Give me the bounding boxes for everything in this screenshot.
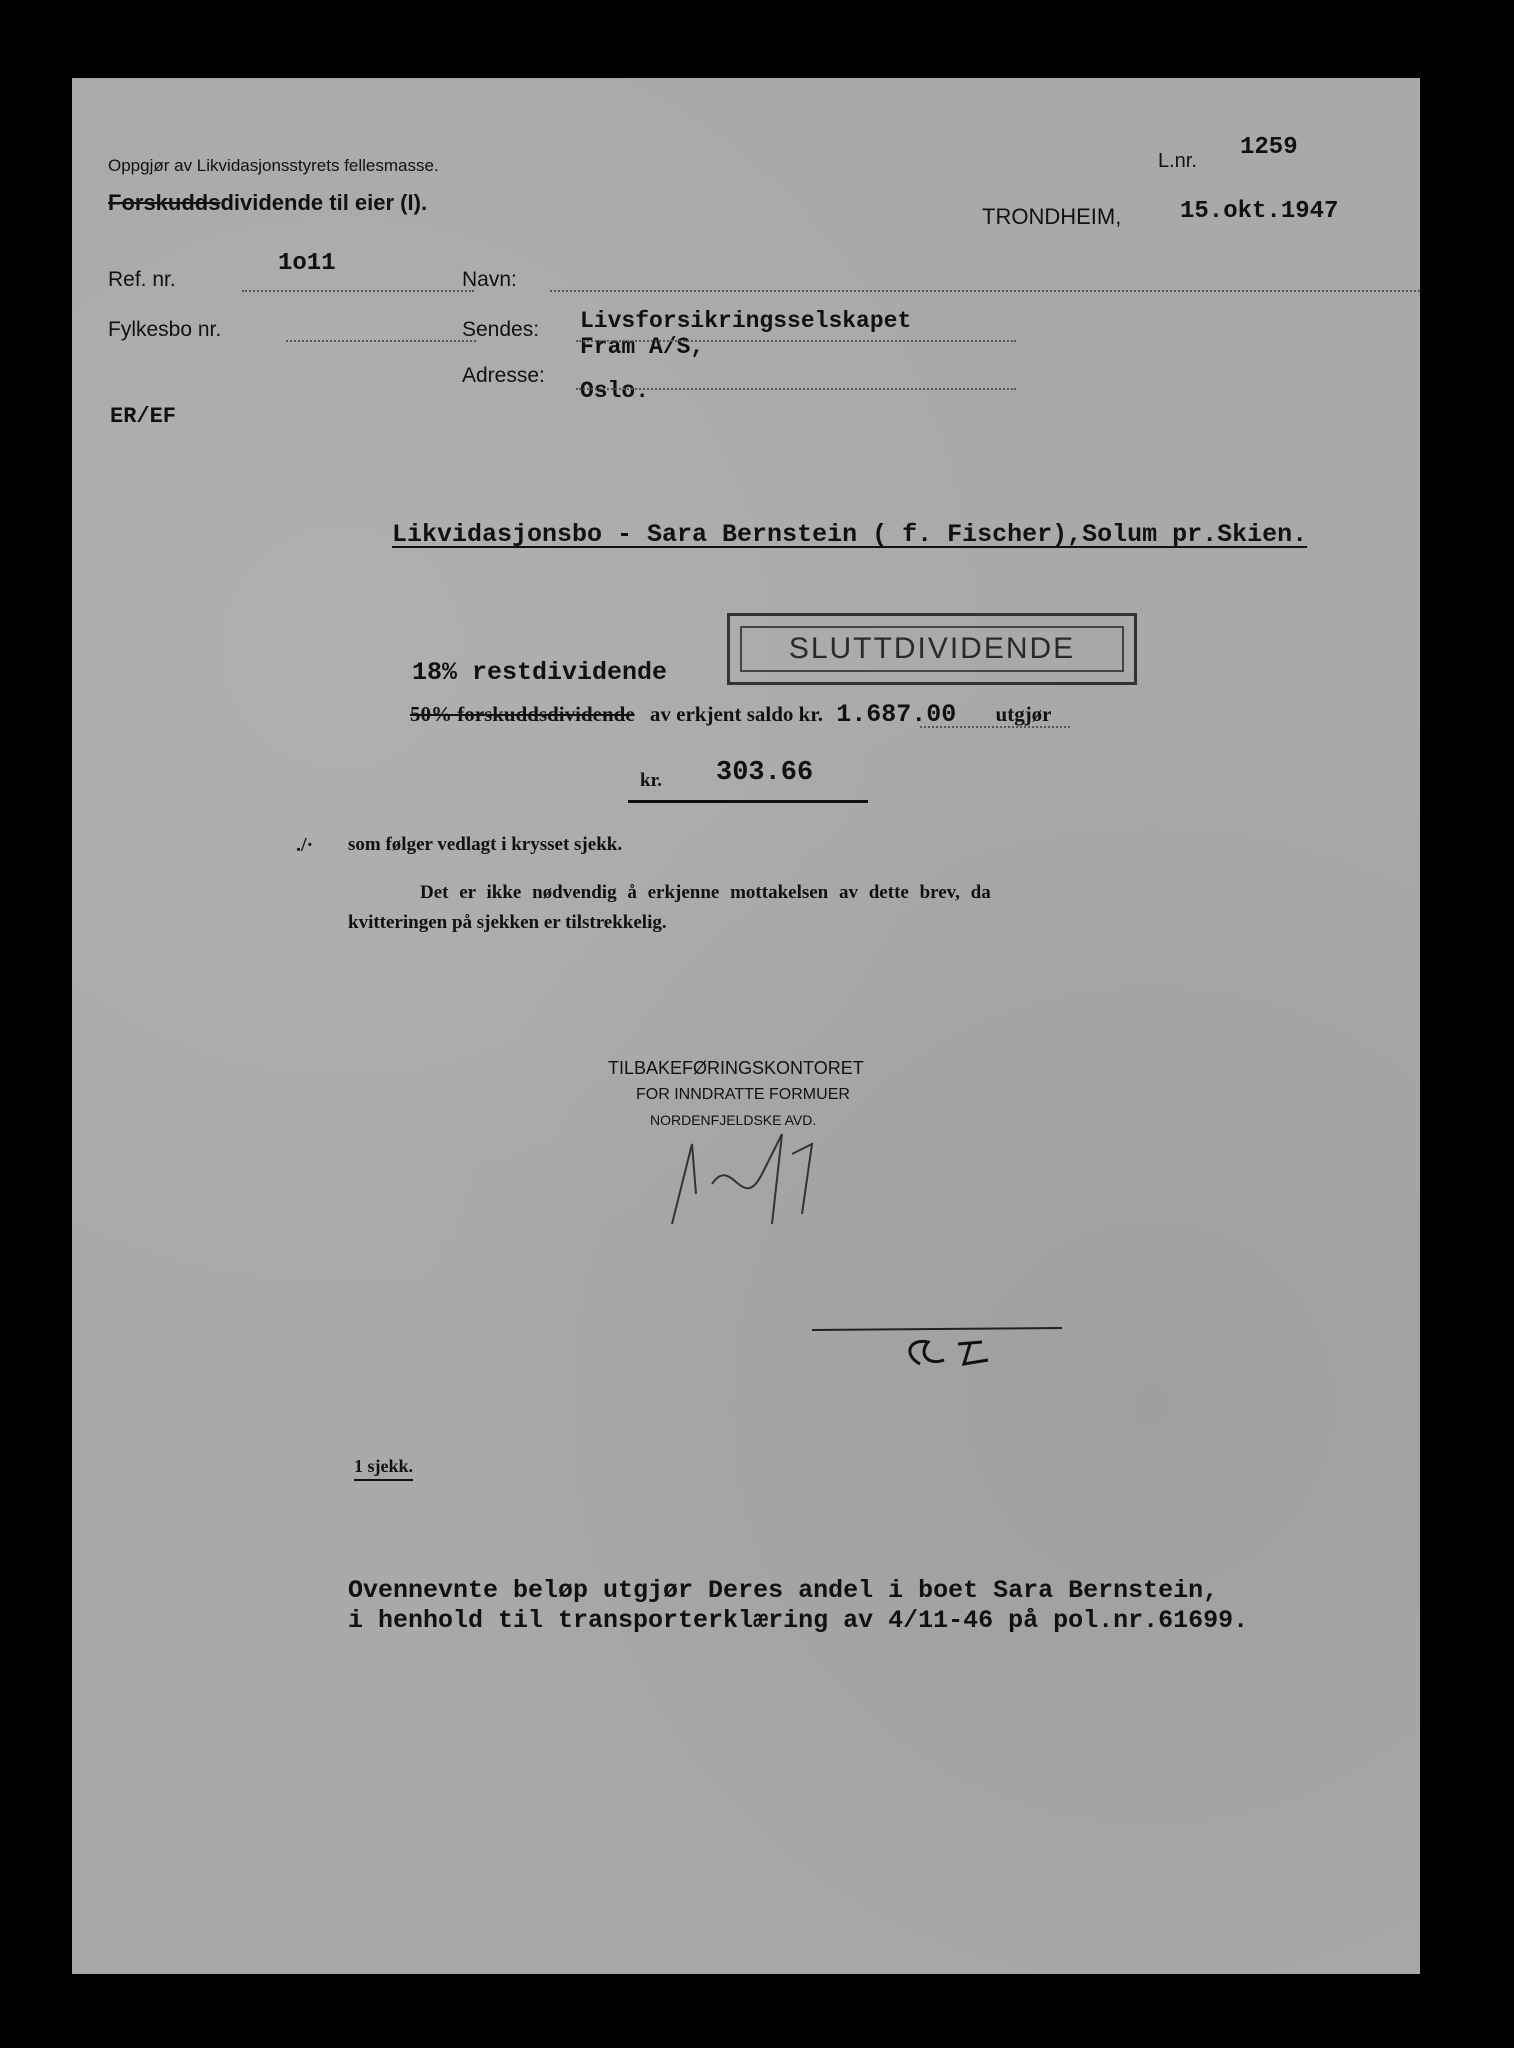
ref-dotline xyxy=(242,290,474,292)
fylkesbo-label: Fylkesbo nr. xyxy=(108,318,222,341)
amount: 303.66 xyxy=(716,758,814,788)
document-page xyxy=(72,78,1420,1974)
initials-scribble xyxy=(672,1134,812,1224)
signature-marks xyxy=(652,1114,1212,1384)
sender-line1: TILBAKEFØRINGSKONTORET xyxy=(608,1058,864,1078)
lnr-label: L.nr. xyxy=(1158,150,1197,172)
dividend-text-mid: av erkjent saldo kr. xyxy=(649,702,823,726)
signature-line xyxy=(812,1328,1062,1330)
sendes-line2: Fram A/S, xyxy=(580,334,705,360)
body-line1: som følger vedlagt i krysset sjekk. xyxy=(348,834,623,855)
sendes-label: Sendes: xyxy=(462,318,540,341)
adresse-value: Oslo. xyxy=(580,378,650,404)
navn-label: Navn: xyxy=(462,268,517,291)
date: 15.okt.1947 xyxy=(1180,198,1339,225)
dividend-line xyxy=(410,700,1052,729)
dividend-typed: 18% restdividende xyxy=(412,658,668,687)
dividend-struck: 50% forskuddsdividende xyxy=(410,702,635,726)
subject: Likvidasjonsbo - Sara Bernstein ( f. Fischer),Solum pr.Skien. xyxy=(392,520,1308,549)
signature-scribble xyxy=(910,1341,988,1364)
amount-underline xyxy=(628,800,868,803)
sendes-dotline xyxy=(576,340,1016,342)
lnr-value: 1259 xyxy=(1240,134,1298,161)
stamp-text: SLUTTDIVIDENDE xyxy=(740,626,1124,672)
place: TRONDHEIM, xyxy=(982,204,1122,229)
note-line2: i henhold til transporterklæring av 4/11-46 på pol.nr.61699. xyxy=(348,1606,1249,1635)
ref-value: 1o11 xyxy=(278,250,336,277)
sluttdividende-stamp xyxy=(727,613,1137,685)
enclosure-marker: ./· xyxy=(296,834,314,856)
saldo-dotline xyxy=(920,726,1070,728)
dividend-text-end: utgjør xyxy=(995,702,1052,726)
adresse-dotline xyxy=(576,388,1016,390)
sender-line3: NORDENFJELDSKE AVD. xyxy=(650,1112,817,1128)
initials: ER/EF xyxy=(110,404,177,429)
enclosure-note: 1 sjekk. xyxy=(354,1456,413,1481)
header-line2 xyxy=(108,190,427,216)
sendes-line1: Livsforsikringsselskapet xyxy=(580,308,912,334)
note-line1: Ovennevnte beløp utgjør Deres andel i boet Sara Bernstein, xyxy=(348,1576,1219,1605)
body-line3: kvitteringen på sjekken er tilstrekkelig. xyxy=(348,912,667,933)
header-line1: Oppgjør av Likvidasjonsstyrets fellesmasse. xyxy=(108,156,439,175)
body-line2: Det er ikke nødvendig å erkjenne mottakelsen av dette brev, da xyxy=(420,882,991,903)
navn-dotline xyxy=(550,290,1420,292)
adresse-label: Adresse: xyxy=(462,364,545,387)
dividend-saldo: 1.687.00 xyxy=(836,700,957,729)
ref-label: Ref. nr. xyxy=(108,268,176,291)
sender-line2: FOR INNDRATTE FORMUER xyxy=(636,1086,850,1103)
fylkesbo-dotline xyxy=(286,340,476,342)
header-struck-word: Forskudds xyxy=(108,190,221,215)
header-line2-rest: dividende til eier (I). xyxy=(220,190,428,215)
kr-label: kr. xyxy=(640,770,663,791)
